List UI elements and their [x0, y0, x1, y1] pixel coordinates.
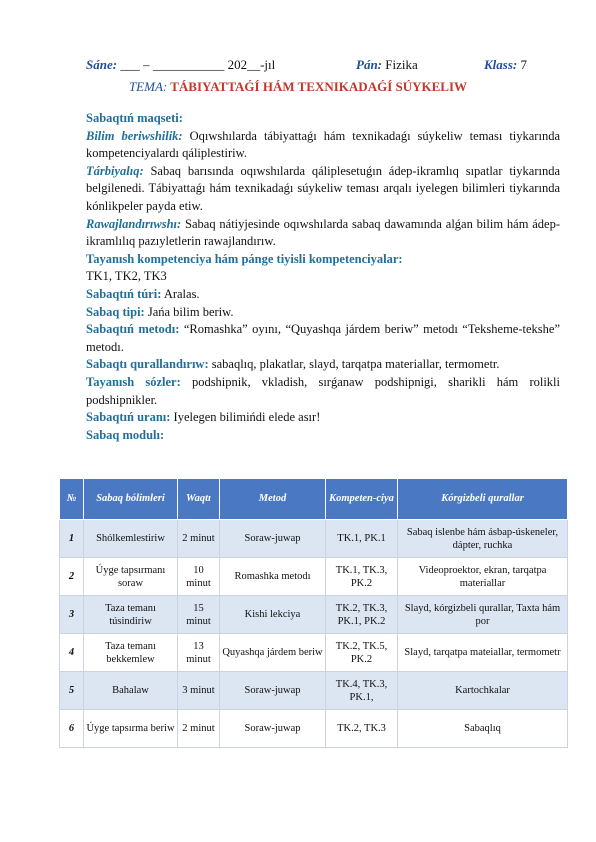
table-cell: Kishi lekciya	[220, 596, 326, 634]
table-cell: Sabaq islenbe hám ásbap-úskeneler, dápter, ruchka	[398, 520, 568, 558]
lesson-type-row: Sabaqtıń túri: Aralas.	[86, 286, 200, 301]
table-cell: 3	[60, 596, 84, 634]
lesson-method-row: Sabaqtıń metodı: “Romashka” oyını, “Quyashqa járdem beriw” metodı “Teksheme-tekshe” metodı.	[86, 322, 560, 354]
table-cell: 1	[60, 520, 84, 558]
table-cell: TK.2, TK.3	[326, 710, 398, 748]
table-body	[60, 520, 568, 748]
table-cell: TK.2, TK.5, PK.2	[326, 634, 398, 672]
table-cell: 10 minut	[178, 558, 220, 596]
goals-heading: Sabaqtıń maqseti:	[86, 111, 183, 125]
topic-value: TÁBIYATTAǴÍ HÁM TEXNIKADAǴÍ SÚYKELIW	[170, 79, 468, 94]
lesson-module-table	[59, 478, 568, 748]
table-row	[60, 672, 568, 710]
developmental-goal: Rawajlandırıwshı: Sabaq nátiyjesinde oqıwshılarda sabaq dawamında alǵan bilim hám ádep-ikramlılıq pazıyletlerin rawajlandırıw.	[86, 216, 561, 249]
lesson-motto-row: Sabaqtıń uranı: Iyelegen bilimińdi elede asır!	[86, 410, 321, 425]
subject-label: Pán:	[356, 57, 382, 72]
table-cell: TK.4, TK.3, PK.1,	[326, 672, 398, 710]
table-cell: Shólkemlestiriw	[84, 520, 178, 558]
table-cell: Taza temanı túsindiriw	[84, 596, 178, 634]
table-cell: Úyge tapsırmanı soraw	[84, 558, 178, 596]
table-cell: 2	[60, 558, 84, 596]
table-cell: TK.2, TK.3, PK.1, PK.2	[326, 596, 398, 634]
table-cell: 2 minut	[178, 520, 220, 558]
table-cell: 2 minut	[178, 710, 220, 748]
table-row	[60, 558, 568, 596]
lesson-equipment-row: Sabaqtı qurallandırıw: sabaqlıq, plakatlar, slayd, tarqatpa materiallar, termometr.	[86, 357, 500, 372]
table-header-row	[60, 479, 568, 520]
table-cell: Soraw-juwap	[220, 710, 326, 748]
table-cell: Taza temanı bekkemlew	[84, 634, 178, 672]
column-header: Kompeten-ciya	[326, 479, 398, 520]
table-cell: Quyashqa járdem beriw	[220, 634, 326, 672]
table-cell: Bahalaw	[84, 672, 178, 710]
date-field	[86, 57, 275, 73]
table-cell: Videoproektor, ekran, tarqatpa materiallar	[398, 558, 568, 596]
table-row	[60, 596, 568, 634]
upbringing-goal: Tárbiyalıq: Sabaq barısında oqıwshılarda qáliplesetuǵın ádep-ikramlıq sıpatlar tiykarında belgilenedi. Tábiyattaǵı hám texnikadaǵı súykeliw teması arqalı iyelegen bilimleri tiykarında kónlikpeler payda etiw.	[86, 163, 561, 213]
competencies-heading: Tayanısh kompetenciya hám pánge tiyisli kompetenciyalar:	[86, 251, 403, 266]
table-cell: 15 minut	[178, 596, 220, 634]
subject-field	[356, 57, 418, 73]
competencies-list: TK1, TK2, TK3	[86, 269, 167, 284]
table-cell: TK.1, TK.3, PK.2	[326, 558, 398, 596]
key-words-row: Tayanısh sózler: podshipnik, vkladish, sırǵanaw podshipnigi, sharikli hám rolikli podshipnikler.	[86, 374, 560, 407]
class-value: 7	[520, 57, 527, 72]
educational-goal: Bilim beriwshilik: Oqıwshılarda tábiyattaǵı hám texnikadaǵı súykeliw teması tiykarında kompetenciyalardı qáliplestiriw.	[86, 128, 560, 161]
table-row	[60, 634, 568, 672]
lesson-module-heading: Sabaq modulı:	[86, 427, 165, 442]
class-label: Klass:	[484, 57, 518, 72]
table-cell: Soraw-juwap	[220, 672, 326, 710]
class-field	[484, 57, 527, 73]
table-cell: Úyge tapsırma beriw	[84, 710, 178, 748]
subject-value: Fizika	[385, 57, 418, 72]
table-cell: Romashka metodı	[220, 558, 326, 596]
column-header: Sabaq bólimleri	[84, 479, 178, 520]
table-cell: Soraw-juwap	[220, 520, 326, 558]
table-row	[60, 710, 568, 748]
table-cell: Sabaqlıq	[398, 710, 568, 748]
date-value: ___ – ___________ 202__-jıl	[120, 57, 276, 72]
table-cell: Slayd, tarqatpa mateiallar, termometr	[398, 634, 568, 672]
topic-label: TEMA:	[128, 79, 168, 94]
table-cell: 3 minut	[178, 672, 220, 710]
lesson-kind-row: Sabaq tipi: Jańa bilim beriw.	[86, 304, 234, 319]
table-cell: 6	[60, 710, 84, 748]
table-cell: 13 minut	[178, 634, 220, 672]
table-row	[60, 520, 568, 558]
date-label: Sáne:	[86, 57, 118, 72]
column-header: Metod	[220, 479, 326, 520]
lesson-description	[86, 110, 560, 444]
column-header: Kórgizbeli qurallar	[398, 479, 568, 520]
column-header: Waqtı	[178, 479, 220, 520]
table-cell: 4	[60, 634, 84, 672]
table-cell: Slayd, kórgizbeli qurallar, Taxta hám por	[398, 596, 568, 634]
topic-title	[0, 79, 596, 95]
column-header: №	[60, 479, 84, 520]
table-cell: TK.1, PK.1	[326, 520, 398, 558]
table-cell: Kartochkalar	[398, 672, 568, 710]
table-cell: 5	[60, 672, 84, 710]
